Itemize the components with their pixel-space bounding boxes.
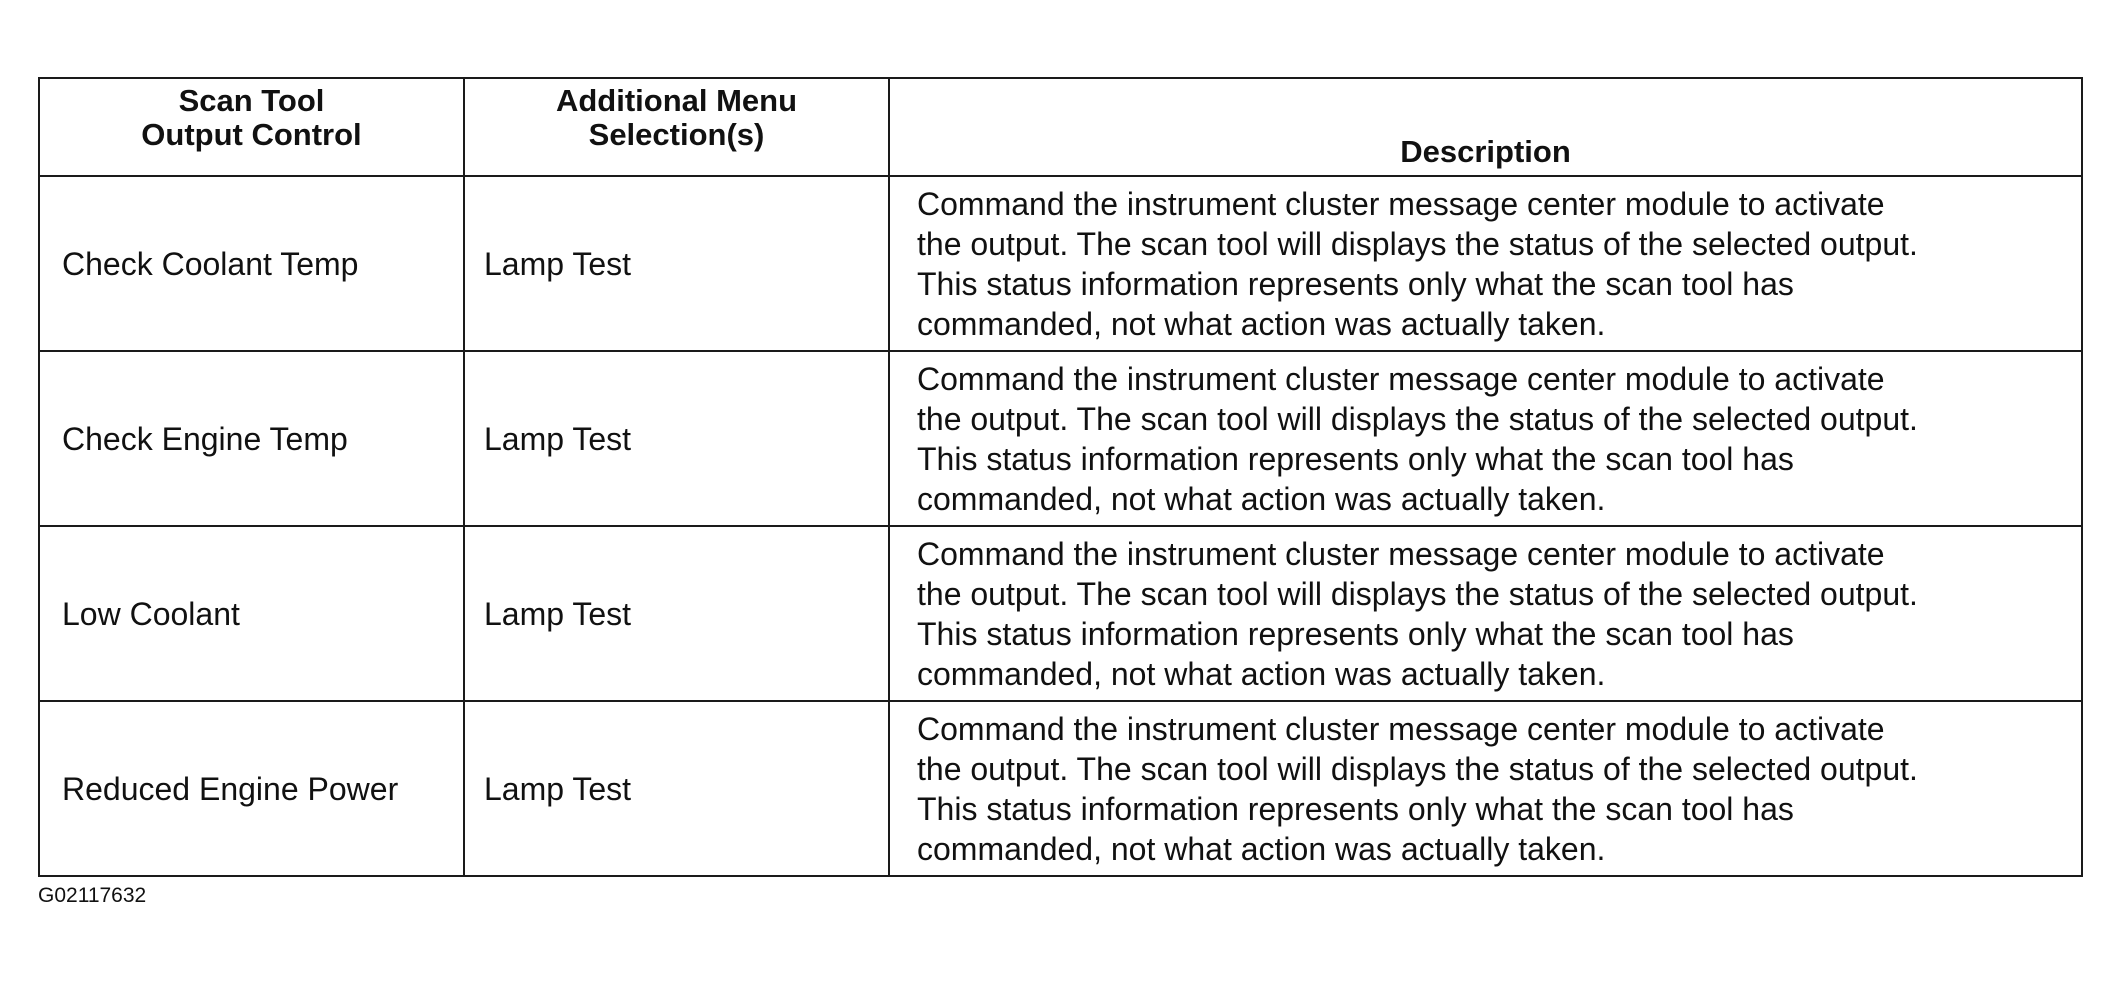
cell-menu-selection: Lamp Test — [464, 176, 889, 351]
header-menu-selection — [464, 78, 889, 176]
table-row — [39, 701, 2082, 876]
header-output-control-line: Output Control — [141, 117, 362, 152]
cell-menu-selection: Lamp Test — [464, 701, 889, 876]
header-output-control-line: Scan Tool — [178, 83, 325, 118]
description-line: the output. The scan tool will displays the status of the selected output. — [917, 575, 1918, 612]
description-line: This status information represents only what the scan tool has — [917, 790, 1794, 827]
description-line: the output. The scan tool will displays the status of the selected output. — [917, 400, 1918, 437]
header-menu-selection-line: Selection(s) — [588, 117, 765, 152]
description-line: the output. The scan tool will displays the status of the selected output. — [917, 750, 1918, 787]
header-menu-selection-line: Additional Menu — [555, 83, 798, 118]
cell-description — [889, 176, 2082, 351]
description-line: the output. The scan tool will displays the status of the selected output. — [917, 225, 1918, 262]
description-line: Command the instrument cluster message center module to activate — [917, 710, 1885, 747]
table-row — [39, 526, 2082, 701]
cell-menu-selection: Lamp Test — [464, 526, 889, 701]
table-row — [39, 176, 2082, 351]
cell-output-control: Check Engine Temp — [39, 351, 464, 526]
cell-description — [889, 701, 2082, 876]
table-header-row — [39, 78, 2082, 176]
description-line: Command the instrument cluster message center module to activate — [917, 185, 1885, 222]
description-line: This status information represents only what the scan tool has — [917, 440, 1794, 477]
cell-output-control: Check Coolant Temp — [39, 176, 464, 351]
description-line: commanded, not what action was actually taken. — [917, 655, 1606, 692]
cell-output-control: Reduced Engine Power — [39, 701, 464, 876]
description-line: commanded, not what action was actually taken. — [917, 305, 1606, 342]
description-line: commanded, not what action was actually taken. — [917, 830, 1606, 867]
header-description: Description — [889, 78, 2082, 176]
cell-menu-selection: Lamp Test — [464, 351, 889, 526]
cell-output-control: Low Coolant — [39, 526, 464, 701]
figure-id: G02117632 — [38, 884, 147, 907]
description-line: commanded, not what action was actually taken. — [917, 480, 1606, 517]
cell-description — [889, 351, 2082, 526]
description-line: This status information represents only what the scan tool has — [917, 265, 1794, 302]
description-line: This status information represents only what the scan tool has — [917, 615, 1794, 652]
table-row — [39, 351, 2082, 526]
description-line: Command the instrument cluster message center module to activate — [917, 535, 1885, 572]
output-control-table — [38, 77, 2083, 877]
cell-description — [889, 526, 2082, 701]
description-line: Command the instrument cluster message center module to activate — [917, 360, 1885, 397]
header-output-control — [39, 78, 464, 176]
